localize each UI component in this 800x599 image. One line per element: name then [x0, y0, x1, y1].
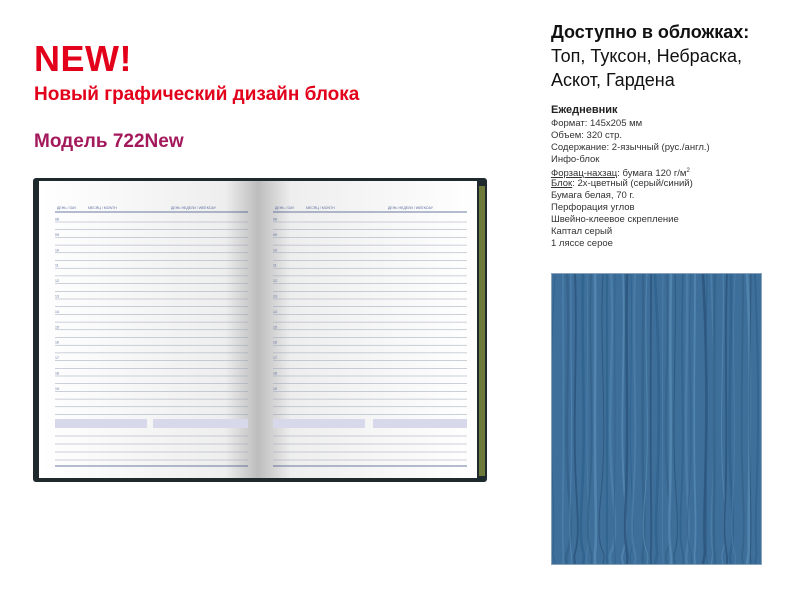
right-weekday-label: ДЕНЬ НЕДЕЛИ / WEEKDAY — [388, 206, 434, 210]
right-hour-label: 17 — [273, 356, 277, 361]
right-hour-label: 14 — [273, 309, 277, 314]
left-hour-label: 17 — [55, 356, 59, 361]
left-page — [39, 181, 258, 478]
left-day-label: ДЕНЬ / DAY — [57, 206, 77, 210]
right-hour-label: 16 — [273, 340, 277, 345]
spec-block-label: Блок — [551, 178, 573, 189]
left-hour-label: 10 — [55, 248, 59, 253]
spec-paper: Бумага белая, 70 г. — [551, 190, 635, 201]
right-hour-label: 15 — [273, 325, 277, 330]
open-planner-image — [33, 178, 487, 482]
right-month-label: МЕСЯЦ / MONTH — [306, 206, 335, 210]
left-hour-label: 12 — [55, 279, 59, 284]
right-hour-label: 09 — [273, 232, 277, 237]
spec-endpaper-label: Форзац-нахзац — [551, 168, 618, 180]
left-weekday-label: ДЕНЬ НЕДЕЛИ / WEEKDAY — [171, 206, 217, 210]
spec-endpaper-sup: 2 — [686, 168, 690, 174]
left-hour-label: 15 — [55, 325, 59, 330]
model-name: Модель 722New — [34, 131, 184, 152]
right-day-label: ДЕНЬ / DAY — [275, 206, 295, 210]
right-hour-label: 08 — [273, 217, 277, 222]
left-hour-label: 13 — [55, 294, 59, 299]
left-hour-label: 08 — [55, 217, 59, 222]
spec-info: Инфо-блок — [551, 154, 600, 165]
spec-endpaper-value: : бумага 120 г/м — [617, 168, 687, 180]
spec-volume: Объем: 320 стр. — [551, 130, 623, 141]
spec-content: Содержание: 2-язычный (рус./англ.) — [551, 142, 710, 153]
left-hour-label: 18 — [55, 371, 59, 376]
right-hour-label: 13 — [273, 294, 277, 299]
covers-line-2: Аскот, Гардена — [551, 70, 675, 90]
wood-grain-stroke — [714, 274, 715, 564]
right-hour-label: 10 — [273, 248, 277, 253]
right-hour-label: 12 — [273, 279, 277, 284]
spec-corners: Перфорация углов — [551, 202, 635, 213]
spec-block-value: : 2х-цветный (серый/синий) — [572, 178, 693, 189]
left-month-label: МЕСЯЦ / MONTH — [88, 206, 117, 210]
left-hour-label: 09 — [55, 232, 59, 237]
new-label: NEW! — [34, 38, 132, 79]
left-hour-label: 19 — [55, 386, 59, 391]
covers-heading: Доступно в обложках: — [551, 22, 750, 42]
right-hour-label: 18 — [273, 371, 277, 376]
spec-captal: Каптал серый — [551, 226, 613, 237]
spec-block — [551, 178, 693, 190]
spec-binding: Швейно-клеевое скрепление — [551, 214, 679, 225]
spec-ribbon: 1 ляссе серое — [551, 238, 613, 249]
left-hour-label: 11 — [55, 263, 59, 268]
right-hour-label: 19 — [273, 386, 277, 391]
spec-format: Формат: 145х205 мм — [551, 118, 643, 129]
covers-line-1: Топ, Туксон, Небраска, — [551, 46, 742, 66]
wood-grain-stroke — [563, 274, 564, 564]
wood-grain-stroke — [651, 274, 652, 564]
spec-title: Ежедневник — [551, 104, 618, 116]
left-hour-label: 14 — [55, 309, 59, 314]
right-hour-label: 11 — [273, 263, 277, 268]
design-subtitle: Новый графический дизайн блока — [34, 84, 360, 105]
right-page — [258, 181, 477, 478]
left-hour-label: 16 — [55, 340, 59, 345]
cover-swatch-image — [551, 273, 762, 565]
wood-grain-stroke — [595, 274, 596, 564]
